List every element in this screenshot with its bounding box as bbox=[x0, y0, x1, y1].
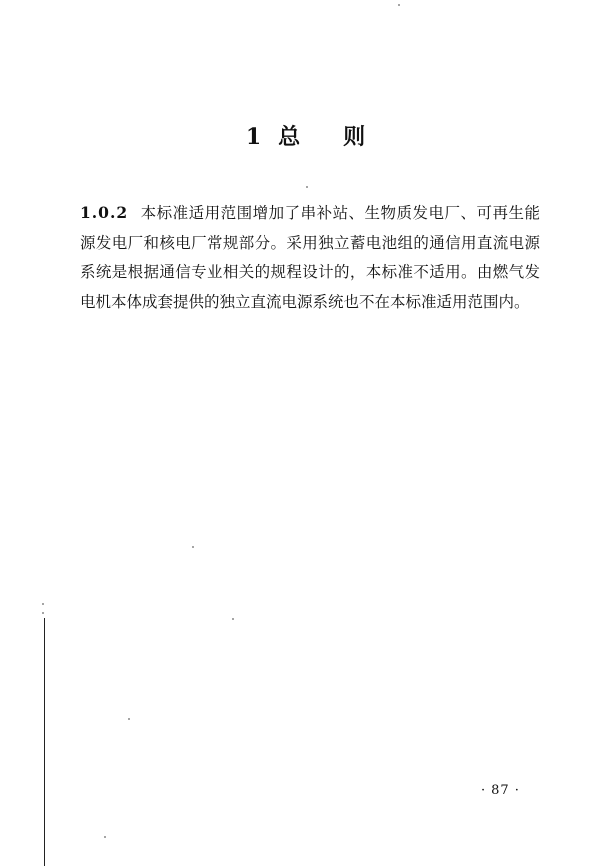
scan-speck bbox=[306, 186, 308, 188]
scan-speck bbox=[128, 718, 130, 720]
clause-paragraph bbox=[80, 198, 540, 317]
scan-speck bbox=[42, 612, 44, 614]
page-number bbox=[476, 783, 525, 798]
scan-speck bbox=[42, 603, 44, 605]
chapter-number: 1 bbox=[245, 124, 263, 150]
chapter-title bbox=[0, 120, 612, 151]
scan-speck bbox=[398, 4, 400, 6]
clause-number: 1.0.2 bbox=[80, 203, 129, 222]
chapter-title-part1: 总 bbox=[278, 124, 302, 150]
scan-speck bbox=[192, 546, 194, 548]
scan-speck bbox=[232, 618, 234, 620]
page-number-value: 87 bbox=[491, 783, 510, 798]
page-number-right-dot: · bbox=[514, 783, 520, 798]
binding-edge-line bbox=[44, 618, 45, 866]
chapter-title-part2: 则 bbox=[343, 124, 367, 150]
clause-text: 本标准适用范围增加了串补站、生物质发电厂、可再生能源发电厂和核电厂常规部分。采用独立蓄电池组的通信用直流电源系统是根据通信专业相关的规程设计的，本标准不适用。由燃气发电机本体成套提供的独立直流电源系统也不在本标准适用范围内。 bbox=[80, 204, 540, 311]
page-number-left-dot: · bbox=[481, 783, 487, 798]
scan-speck bbox=[104, 836, 106, 838]
